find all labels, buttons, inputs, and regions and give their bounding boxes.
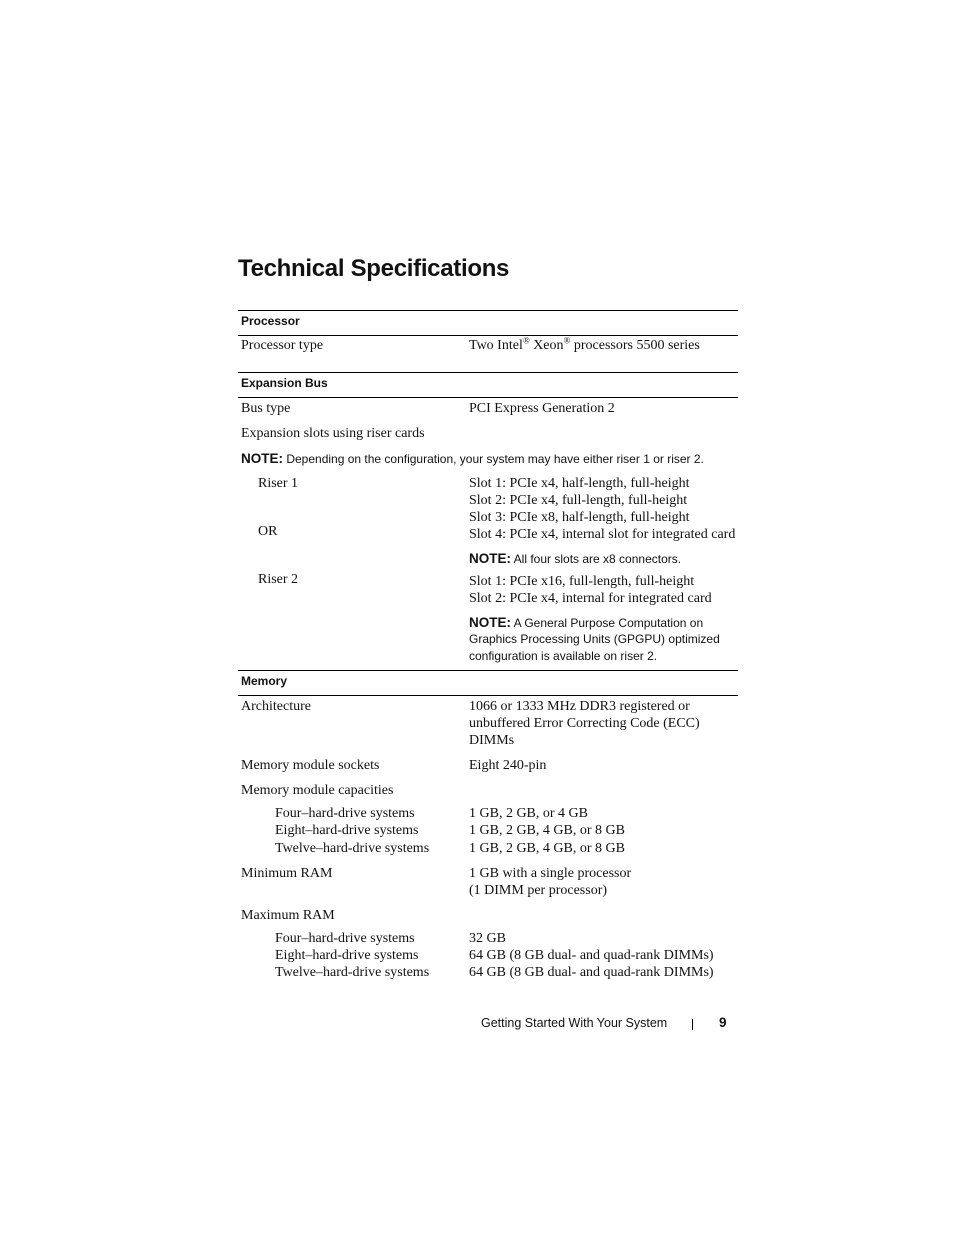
- riser-note: NOTE: Depending on the configuration, your system may have either riser 1 or riser 2.: [241, 451, 704, 466]
- riser-1-slot: Slot 2: PCIe x4, full-length, full-height: [469, 493, 688, 508]
- system-type: Eight–hard-drive systems: [275, 823, 419, 838]
- system-type: Twelve–hard-drive systems: [275, 965, 430, 980]
- footer-separator: [692, 1019, 693, 1030]
- processor-type-value: Two Intel® Xeon® processors 5500 series: [469, 335, 700, 353]
- architecture-value: unbuffered Error Correcting Code (ECC): [469, 716, 700, 731]
- section-rule: [238, 695, 738, 696]
- page-number: 9: [719, 1015, 727, 1030]
- section-rule: [238, 310, 738, 311]
- expansion-slots-label: Expansion slots using riser cards: [241, 426, 425, 441]
- capacity-value: 1 GB, 2 GB, 4 GB, or 8 GB: [469, 823, 625, 838]
- bus-type-value: PCI Express Generation 2: [469, 401, 615, 416]
- minimum-ram-value: (1 DIMM per processor): [469, 883, 608, 898]
- riser-1-label: Riser 1: [258, 476, 299, 491]
- maximum-ram-value: 64 GB (8 GB dual- and quad-rank DIMMs): [469, 965, 714, 980]
- minimum-ram-label: Minimum RAM: [241, 866, 333, 881]
- riser-1-slot: Slot 3: PCIe x8, half-length, full-height: [469, 510, 690, 525]
- bus-type-label: Bus type: [241, 401, 291, 416]
- capacity-value: 1 GB, 2 GB, 4 GB, or 8 GB: [469, 841, 625, 856]
- riser-2-note-line: Graphics Processing Units (GPGPU) optimized: [469, 632, 720, 646]
- maximum-ram-value: 64 GB (8 GB dual- and quad-rank DIMMs): [469, 948, 714, 963]
- system-type: Four–hard-drive systems: [275, 806, 415, 821]
- architecture-value: 1066 or 1333 MHz DDR3 registered or: [469, 699, 690, 714]
- riser-1-note: NOTE: All four slots are x8 connectors.: [469, 551, 682, 566]
- system-type: Eight–hard-drive systems: [275, 948, 419, 963]
- riser-2-slot: Slot 1: PCIe x16, full-length, full-height: [469, 574, 695, 589]
- minimum-ram-value: 1 GB with a single processor: [469, 866, 632, 881]
- section-rule: [238, 335, 738, 336]
- riser-2-label: Riser 2: [258, 572, 299, 587]
- section-heading-memory: Memory: [241, 674, 288, 688]
- system-type: Twelve–hard-drive systems: [275, 841, 430, 856]
- memory-capacities-label: Memory module capacities: [241, 783, 394, 798]
- maximum-ram-value: 32 GB: [469, 931, 506, 946]
- footer-title: Getting Started With Your System: [481, 1016, 668, 1030]
- system-type: Four–hard-drive systems: [275, 931, 415, 946]
- maximum-ram-label: Maximum RAM: [241, 908, 335, 923]
- riser-2-slot: Slot 2: PCIe x4, internal for integrated card: [469, 591, 712, 606]
- capacity-value: 1 GB, 2 GB, or 4 GB: [469, 806, 589, 821]
- riser-2-note-line: configuration is available on riser 2.: [469, 649, 658, 663]
- page-title: Technical Specifications: [238, 255, 510, 282]
- section-rule: [238, 397, 738, 398]
- riser-1-slot: Slot 1: PCIe x4, half-length, full-height: [469, 476, 690, 491]
- or-label: OR: [258, 524, 278, 539]
- riser-2-note: NOTE: A General Purpose Computation on: [469, 615, 704, 630]
- processor-type-label: Processor type: [241, 338, 324, 353]
- memory-sockets-value: Eight 240-pin: [469, 758, 547, 773]
- memory-sockets-label: Memory module sockets: [241, 758, 380, 773]
- architecture-label: Architecture: [241, 699, 311, 714]
- section-heading-expansion-bus: Expansion Bus: [241, 376, 328, 390]
- section-rule: [238, 372, 738, 373]
- section-heading-processor: Processor: [241, 314, 300, 328]
- section-rule: [238, 670, 738, 671]
- riser-1-slot: Slot 4: PCIe x4, internal slot for integrated card: [469, 527, 736, 542]
- architecture-value: DIMMs: [469, 733, 515, 748]
